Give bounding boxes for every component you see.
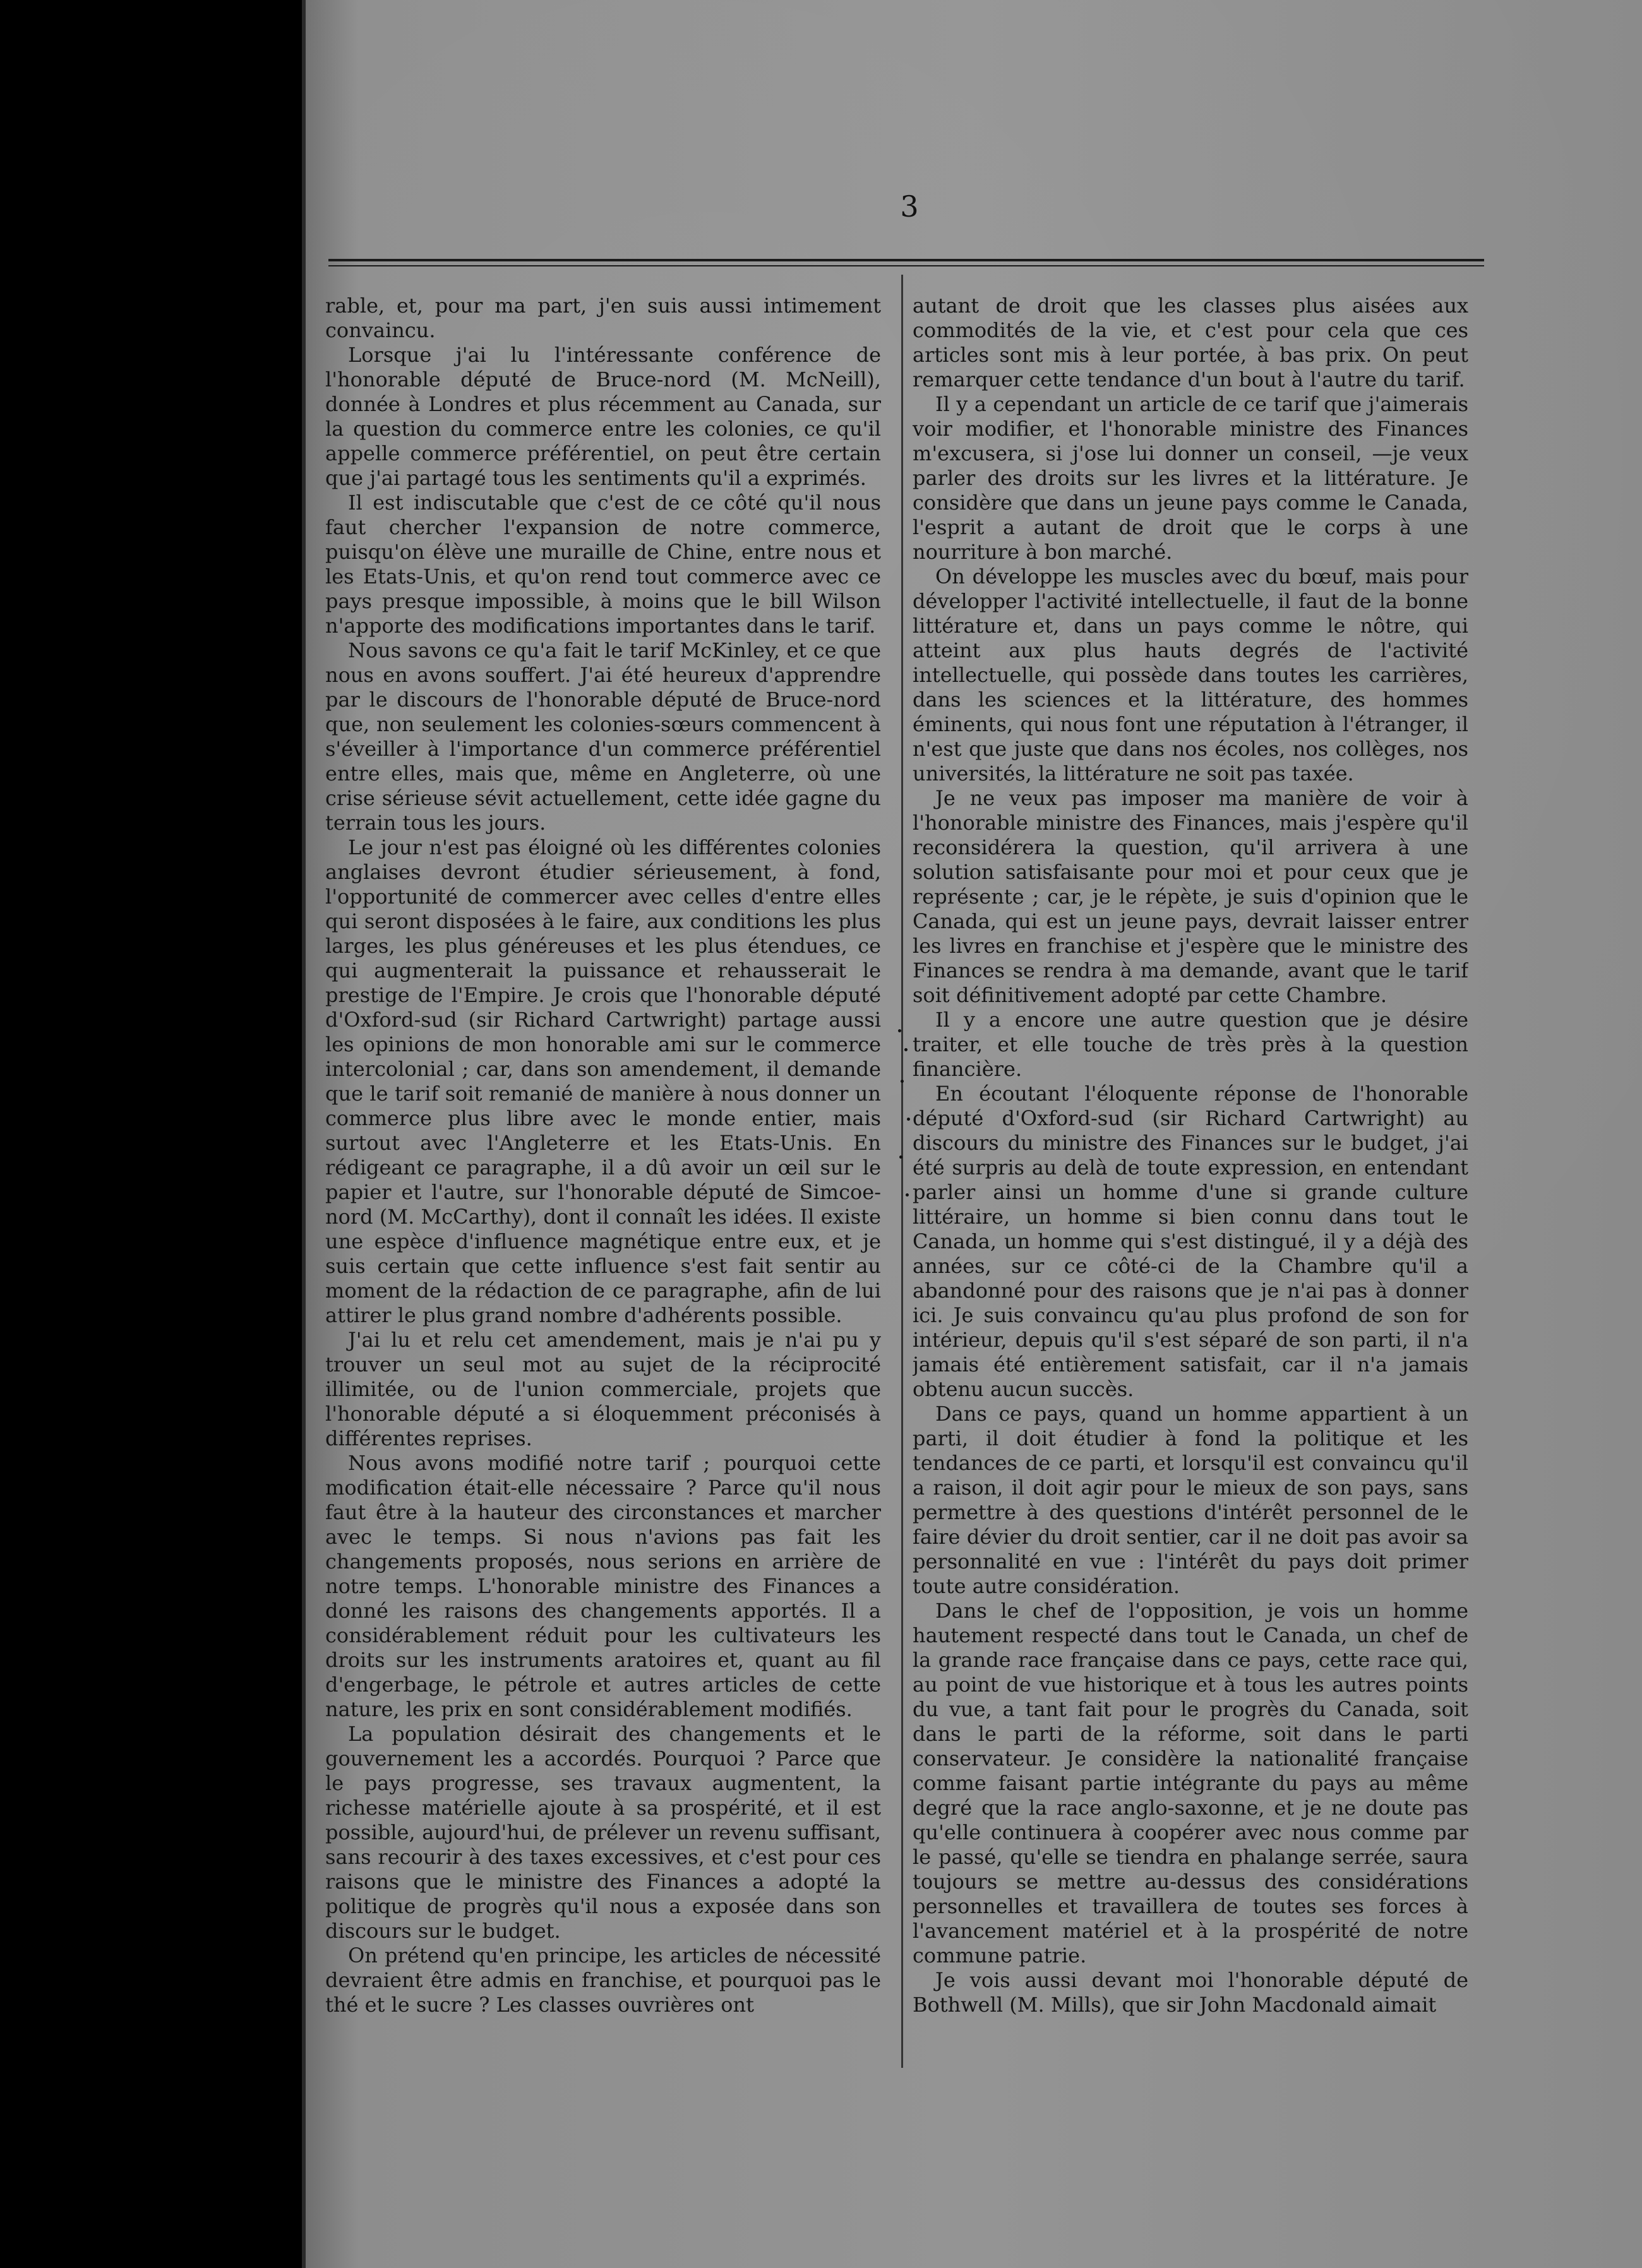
paragraph: autant de droit que les classes plus aisées aux commodités de la vie, et c'est pour cela que ces articles sont mis à leur portée, à bas prix. On peut remarquer cette tendance d'un bout à l'autre du tarif.	[913, 294, 1468, 391]
paragraph: Il y a encore une autre question que je désire traiter, et elle touche de très près à la question financière.	[913, 1008, 1468, 1081]
left-column	[325, 294, 881, 2062]
paragraph: Dans ce pays, quand un homme appartient à un parti, il doit étudier à fond la politique et les tendances de ce parti, et lorsqu'il est convaincu qu'il a raison, il doit agir pour le mieux de son pays, sans permettre à des questions d'intérêt personnel de le faire dévier du droit sentier, car il ne doit pas avoir sa personnalité en vue : l'intérêt du pays doit primer toute autre considération.	[913, 1402, 1468, 1598]
scan-margin	[0, 0, 291, 2268]
paragraph: Le jour n'est pas éloigné où les différentes colonies anglaises devront étudier sérieusement, à fond, l'opportunité de commercer avec celles d'entre elles qui seront disposées à le faire, aux conditions les plus larges, les plus généreuses et les plus étendues, ce qui augmenterait la puissance et rehausserait le prestige de l'Empire. Je crois que l'honorable député d'Oxford-sud (sir Richard Cartwright) partage aussi les opinions de mon honorable ami sur le commerce intercolonial ; car, dans son amendement, il demande que le tarif soit remanié de manière à nous donner un commerce plus libre avec le monde entier, mais surtout avec l'Angleterre et les Etats-Unis. En rédigeant ce paragraphe, il a dû avoir un œil sur le papier et l'autre, sur l'honorable député de Simcoe-nord (M. McCarthy), dont il connaît les idées. Il existe une espèce d'influence magnétique entre eux, et je suis certain que cette influence s'est fait sentir au moment de la rédaction de ce paragraphe, afin de lui attirer le plus grand nombre d'adhérents possible.	[325, 835, 881, 1327]
page-edge	[302, 0, 306, 2268]
paragraph: La population désirait des changements et le gouvernement les a accordés. Pourquoi ? Parce que le pays progresse, ses travaux augmentent, la richesse matérielle ajoute à sa prospérité, et il est possible, aujourd'hui, de prélever un revenu suffisant, sans recourir à des taxes excessives, et c'est pour ces raisons que le ministre des Finances a adopté la politique de progrès qu'il nous a exposée dans son discours sur le budget.	[325, 1722, 881, 1943]
right-column	[913, 294, 1468, 2062]
paragraph: Il est indiscutable que c'est de ce côté qu'il nous faut chercher l'expansion de notre commerce, puisqu'on élève une muraille de Chine, entre nous et les Etats-Unis, et qu'on rend tout commerce avec ce pays presque impossible, à moins que le bill Wilson n'apporte des modifications importantes dans le tarif.	[325, 491, 881, 638]
paragraph: Nous savons ce qu'a fait le tarif McKinley, et ce que nous en avons souffert. J'ai été heureux d'apprendre par le discours de l'honorable député de Bruce-nord que, non seulement les colonies-sœurs commencent à s'éveiller à l'importance d'un commerce préférentiel entre elles, mais que, même en Angleterre, où une crise sérieuse sévit actuellement, cette idée gagne du terrain tous les jours.	[325, 638, 881, 835]
paragraph: rable, et, pour ma part, j'en suis aussi intimement convaincu.	[325, 294, 881, 342]
header-rule-bottom	[328, 265, 1484, 266]
header-rule-top	[328, 259, 1484, 261]
paragraph: Il y a cependant un article de ce tarif que j'aimerais voir modifier, et l'honorable ministre des Finances m'excusera, si j'ose lui donner un conseil, —je veux parler des droits sur les livres et la littérature. Je considère que dans un jeune pays comme le Canada, l'esprit a autant de droit que le corps à une nourriture à bon marché.	[913, 392, 1468, 564]
paragraph: On développe les muscles avec du bœuf, mais pour développer l'activité intellectuelle, il faut de la bonne littérature et, dans un pays comme le nôtre, qui atteint aux plus hauts degrés de l'activité intellectuelle, qui possède dans toutes les carrières, dans les sciences et la littérature, des hommes éminents, qui nous font une réputation à l'étranger, il n'est que juste que dans nos écoles, nos collèges, nos universités, la littérature ne soit pas taxée.	[913, 564, 1468, 785]
page-number: 3	[900, 189, 919, 224]
paragraph: Je ne veux pas imposer ma manière de voir à l'honorable ministre des Finances, mais j'espère qu'il reconsidérera la question, qu'il arrivera à une solution satisfaisante pour moi et pour ceux que je représente ; car, je le répète, je suis d'opinion que le Canada, qui est un jeune pays, devrait laisser entrer les livres en franchise et j'espère que le ministre des Finances se rendra à ma demande, avant que le tarif soit définitivement adopté par cette Chambre.	[913, 786, 1468, 1007]
paragraph: En écoutant l'éloquente réponse de l'honorable député d'Oxford-sud (sir Richard Cartwright) au discours du ministre des Finances sur le budget, j'ai été surpris au delà de toute expression, en entendant parler ainsi un homme d'une si grande culture littéraire, un homme si bien connu dans tout le Canada, un homme qui s'est distingué, il y a déjà des années, sur ce côté-ci de la Chambre qu'il a abandonné pour des raisons que je n'ai pas à donner ici. Je suis convaincu qu'au plus profond de son for intérieur, depuis qu'il s'est séparé de son parti, il n'a jamais été entièrement satisfait, car il n'a jamais obtenu aucun succès.	[913, 1082, 1468, 1401]
paragraph: Je vois aussi devant moi l'honorable député de Bothwell (M. Mills), que sir John Macdonald aimait	[913, 1968, 1468, 2017]
paragraph: Nous avons modifié notre tarif ; pourquoi cette modification était-elle nécessaire ? Parce qu'il nous faut être à la hauteur des circonstances et marcher avec le temps. Si nous n'avions pas fait les changements proposés, nous serions en arrière de notre temps. L'honorable ministre des Finances a donné les raisons des changements apportés. Il a considérablement réduit pour les cultivateurs les droits sur les instruments aratoires et, quant au fil d'engerbage, le pétrole et autres articles de cette nature, les prix en sont considérablement modifiés.	[325, 1451, 881, 1721]
paragraph: On prétend qu'en principe, les articles de nécessité devraient être admis en franchise, et pourquoi pas le thé et le sucre ? Les classes ouvrières ont	[325, 1943, 881, 2017]
paragraph: J'ai lu et relu cet amendement, mais je n'ai pu y trouver un seul mot au sujet de la réciprocité illimitée, ou de l'union commerciale, projets que l'honorable député a si éloquemment préconisés à différentes reprises.	[325, 1328, 881, 1450]
paragraph: Dans le chef de l'opposition, je vois un homme hautement respecté dans tout le Canada, un chef de la grande race française dans ce pays, cette race qui, au point de vue historique et à tous les autres points du vue, a tant fait pour le progrès du Canada, soit dans le parti de la réforme, soit dans le parti conservateur. Je considère la nationalité française comme faisant partie intégrante du pays au même degré que la race anglo-saxonne, et je ne doute pas qu'elle continuera à coopérer avec nous comme par le passé, qu'elle se tiendra en phalange serrée, saura toujours se mettre au-dessus des considérations personnelles et travaillera de toutes ses forces à l'avancement matériel et à la prospérité de notre commune patrie.	[913, 1599, 1468, 1967]
paragraph: Lorsque j'ai lu l'intéressante conférence de l'honorable député de Bruce-nord (M. McNeill), donnée à Londres et plus récemment au Canada, sur la question du commerce entre les colonies, ce qu'il appelle commerce préférentiel, on peut être certain que j'ai partagé tous les sentiments qu'il a exprimés.	[325, 343, 881, 490]
print-speckles	[896, 1023, 914, 1225]
